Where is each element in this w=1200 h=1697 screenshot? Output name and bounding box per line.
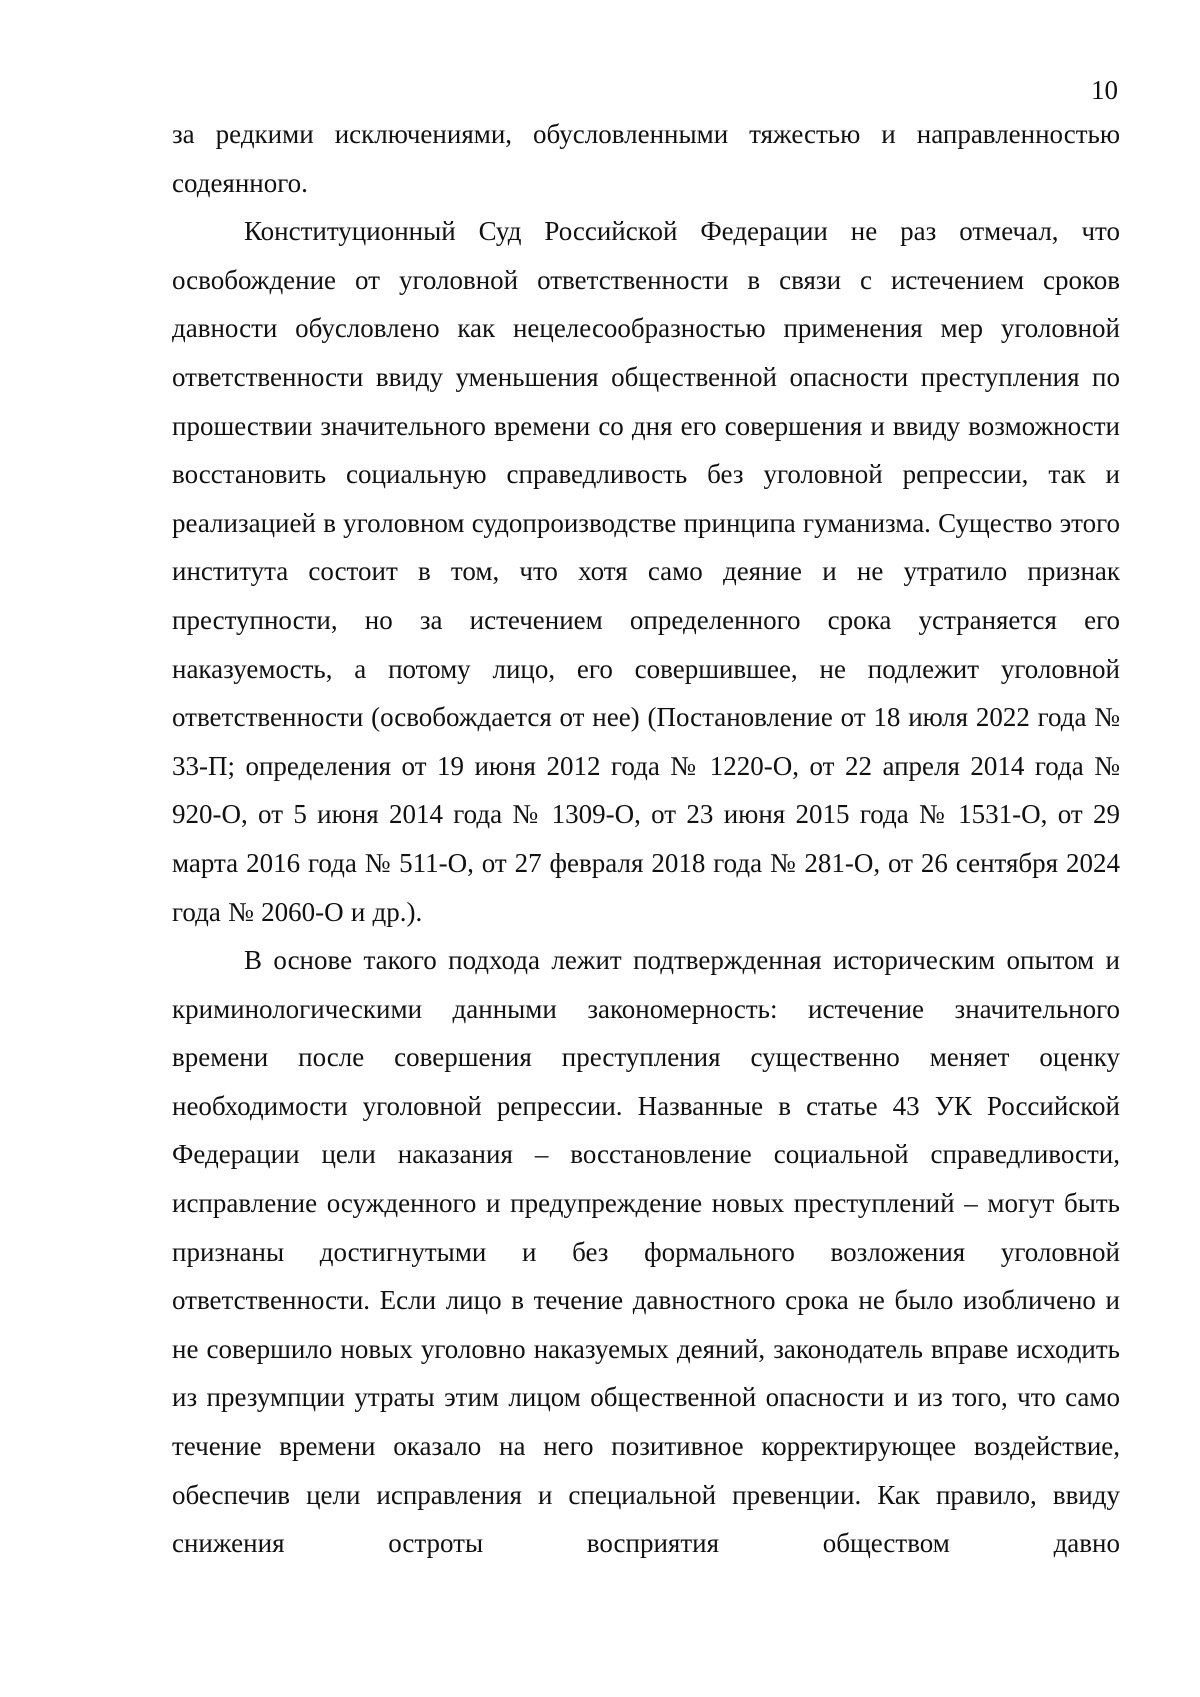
paragraph-continuation: за редкими исключениями, обусловленными тяжестью и направленностью содеянного. xyxy=(172,119,1120,198)
paragraph-approach-basis: В основе такого подхода лежит подтвержденная историческим опытом и криминологическими данными закономерность: истечение значительного времени после совершения преступления существенно меняет оценку необходимости уголовной репрессии. Названные в статье 43 УК Российской Федерации цели наказания – восстановление социальной справедливости, исправление осужденного и предупреждение новых преступлений – могут быть признаны достигнутыми и без формального возложения уголовной ответственности. Если лицо в течение давностного срока не было изобличено и не совершило новых уголовно наказуемых деяний, законодатель вправе исходить из презумпции утраты этим лицом общественной опасности и из того, что само течение времени оказало на него позитивное корректирующее воздействие, обеспечив цели исправления и специальной превенции. Как правило, ввиду снижения остроты восприятия обществом давно xyxy=(172,945,1120,1559)
document-body xyxy=(172,110,1120,1568)
paragraph-constitutional-court: Конституционный Суд Российской Федерации не раз отмечал, что освобождение от уголовной ответственности в связи с истечением сроков давности обусловлено как нецелесообразностью применения мер уголовной ответственности ввиду уменьшения общественной опасности преступления по прошествии значительного времени со дня его совершения и ввиду возможности восстановить социальную справедливость без уголовной репрессии, так и реализацией в уголовном судопроизводстве принципа гуманизма. Существо этого института состоит в том, что хотя само деяние и не утратило признак преступности, но за истечением определенного срока устраняется его наказуемость, а потому лицо, его совершившее, не подлежит уголовной ответственности (освобождается от нее) (Постановление от 18 июля 2022 года № 33-П; определения от 19 июня 2012 года № 1220-О, от 22 апреля 2014 года № 920-О, от 5 июня 2014 года № 1309-О, от 23 июня 2015 года № 1531-О, от 29 марта 2016 года № 511-О, от 27 февраля 2018 года № 281-О, от 26 сентября 2024 года № 2060-О и др.). xyxy=(172,216,1120,927)
page-number: 10 xyxy=(1091,75,1118,105)
